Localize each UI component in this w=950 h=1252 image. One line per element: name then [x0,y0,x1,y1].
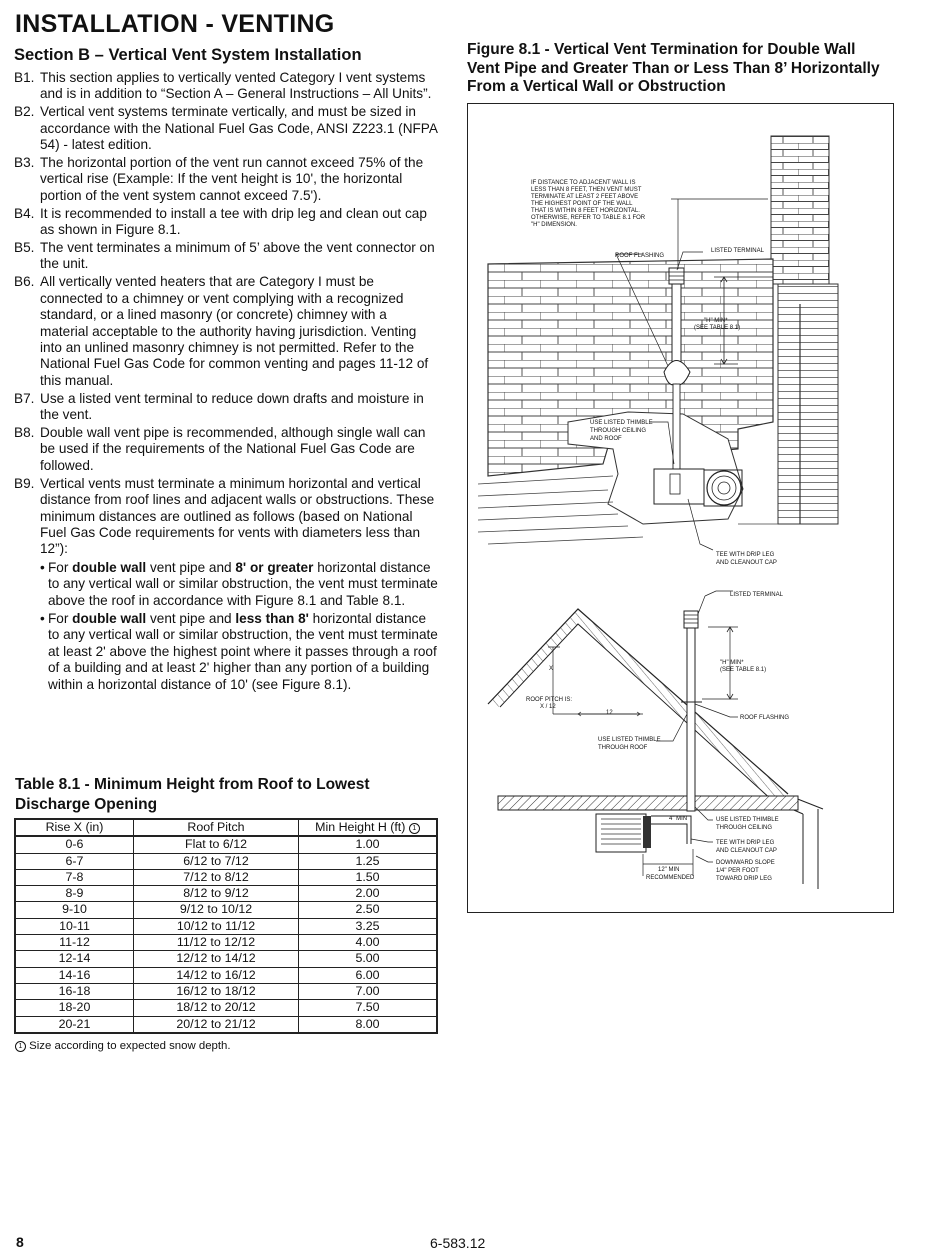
table-row [15,983,437,999]
roof-pitch-label: X / 12 [540,704,556,710]
table-header-row [15,819,437,836]
cell-roof-pitch: 12/12 to 14/12 [134,951,299,967]
cell-min-height: 1.25 [299,853,438,869]
cell-roof-pitch: 16/12 to 18/12 [134,983,299,999]
cell-min-height: 1.00 [299,836,438,853]
item-text: Double wall vent pipe is recommended, although single wall can be used if the requirements of the National Fuel Gas Code are followed. [40,425,426,473]
bullet-item [40,611,438,693]
vent-pipe-lower [687,626,695,811]
bullet-text: horizontal distance to any vertical wall or similar obstruction, the vent must terminate above the roof in accordance with Figure 8.1 and Table 8.1. [48,559,438,608]
cell-roof-pitch: 11/12 to 12/12 [134,935,299,951]
cell-roof-pitch: 10/12 to 11/12 [134,918,299,934]
item-number: B6. [14,274,35,290]
cell-rise: 14-16 [15,967,134,983]
instruction-list [14,70,438,696]
list-item [14,391,438,424]
h-min-label: "H" MIN* [704,318,728,324]
cell-rise: 6-7 [15,853,134,869]
document-number: 6-583.12 [430,1235,486,1251]
cell-roof-pitch: 20/12 to 21/12 [134,1016,299,1033]
tee-drip-label-2: AND CLEANOUT CAP [716,848,777,854]
table-row [15,918,437,934]
cell-min-height: 1.50 [299,869,438,885]
twelve-min-label: RECOMMENDED [646,875,695,881]
thimble-label: AND ROOF [590,436,622,442]
item-number: B9. [14,475,35,491]
cell-roof-pitch: 6/12 to 7/12 [134,853,299,869]
footnote-mark: 1 [15,1041,26,1052]
cell-rise: 0-6 [15,836,134,853]
cell-min-height: 2.00 [299,886,438,902]
item-text: The vent terminates a minimum of 5’ above the vent connector on the unit. [40,240,435,272]
item-text: Use a listed vent terminal to reduce down drafts and moisture in the vent. [40,390,424,423]
heater-unit-lower [596,814,646,852]
ceiling-joist [498,796,798,810]
item-number: B5. [14,240,35,256]
item-number: B7. [14,390,35,406]
cell-min-height: 7.00 [299,983,438,999]
thimble-label: USE LISTED THIMBLE [590,420,653,426]
figure-title: Figure 8.1 - Vertical Vent Termination for Double Wall Vent Pipe and Greater Than or Less Than 8’ Horizontally From a Vertical Wall or Obstruction [467,41,880,95]
cell-roof-pitch: 7/12 to 8/12 [134,869,299,885]
see-table-label-2: (SEE TABLE 8.1) [720,667,767,673]
cell-roof-pitch: Flat to 6/12 [134,836,299,853]
cell-min-height: 2.50 [299,902,438,918]
thimble-roof-label: USE LISTED THIMBLE [598,737,661,743]
wall-note-line: OTHERWISE, REFER TO TABLE 8.1 FOR [531,215,646,221]
cell-roof-pitch: 9/12 to 10/12 [134,902,299,918]
table-row [15,1000,437,1016]
cell-min-height: 4.00 [299,935,438,951]
header-roof-pitch: Roof Pitch [134,819,299,836]
table-footnote [15,1040,231,1052]
table-row [15,836,437,853]
bullet-bold: 8' or greater [235,559,314,575]
footnote-mark: 1 [409,823,420,834]
thimble-ceiling-label: USE LISTED THIMBLE [716,817,779,823]
item-text: Vertical vents must terminate a minimum horizontal and vertical distance from roof lines and adjacent walls or obstructions. These minimum distances are outlined as follows (based on National Fuel Gas Code requirements for vents with diameters less than 12”): [40,475,435,557]
item-text: It is recommended to install a tee with drip leg and clean out cap as shown in Figure 8.1. [40,205,427,238]
list-item [14,155,438,204]
table-row [15,1016,437,1033]
list-item [14,476,438,694]
list-item [14,104,438,153]
footnote-text: Size according to expected snow depth. [29,1040,231,1052]
see-table-label: (SEE TABLE 8.1) [694,325,741,331]
thimble-label: THROUGH CEILING [590,428,647,434]
four-min-label: 4" MIN [669,816,688,822]
cell-roof-pitch: 18/12 to 20/12 [134,1000,299,1016]
bullet-text: For [48,559,73,575]
bullet-text: vent pipe and [146,559,236,575]
cell-min-height: 8.00 [299,1016,438,1033]
cell-rise: 8-9 [15,886,134,902]
tee-drip-label: AND CLEANOUT CAP [716,560,777,566]
table-row [15,886,437,902]
listed-terminal-label-2: LISTED TERMINAL [730,592,783,598]
listed-terminal-label: LISTED TERMINAL [711,248,764,254]
wall-note-line: IF DISTANCE TO ADJACENT WALL IS [531,180,636,186]
item-text: The horizontal portion of the vent run cannot exceed 75% of the vertical rise (Example: If the vent height is 10', the horizontal portion of the vent system cannot exceed 7.5'). [40,155,424,203]
vent-pipe [672,279,681,369]
table-row [15,951,437,967]
item-text: This section applies to vertically vented Category I vent systems and is in addition to “Section A – General Instructions – All Units”. [40,70,432,102]
cell-rise: 12-14 [15,951,134,967]
wall-note-line: TERMINATE AT LEAST 2 FEET ABOVE [531,194,639,200]
roof-flashing-label-2: ROOF FLASHING [740,715,790,721]
bullet-text: vent pipe and [146,611,236,626]
table-title: Table 8.1 - Minimum Height from Roof to Lowest Discharge Opening [15,776,370,813]
wall-note-line: THE HIGHEST POINT OF THE WALL [531,201,633,207]
vent-terminal-lower [684,611,698,628]
twelve-label: 12 [606,710,613,716]
table-row [15,869,437,885]
cell-min-height: 5.00 [299,951,438,967]
cell-rise: 18-20 [15,1000,134,1016]
item-number: B1. [14,70,35,85]
cell-rise: 16-18 [15,983,134,999]
wall-note-line: THAT IS WITHIN 8 FEET HORIZONTAL. [531,208,640,214]
table-row [15,853,437,869]
list-item [14,425,438,474]
cell-min-height: 7.50 [299,1000,438,1016]
header-rise: Rise X (in) [15,819,134,836]
thimble-ceiling-label: THROUGH CEILING [716,825,773,831]
bullet-text: For [48,611,73,626]
roof-flashing-label: ROOF FLASHING [615,253,665,259]
wall-note-line: "H" DIMENSION. [531,222,577,228]
h-min-label-2: "H" MIN* [720,660,744,666]
header-min-height-label: Min Height H (ft) [315,820,406,834]
bullet-item [40,560,438,609]
bullet-text: horizontal distance to any vertical wall or similar obstruction, the vent must terminate at least 2' above the highest point where it passes through a roof of a building and at least 2' higher than any portion of a building within a horizontal distance of 10' (see Figure 8.1). [48,611,438,692]
list-item [14,240,438,273]
list-item [14,206,438,239]
roof-pitch-label: ROOF PITCH IS: [526,697,573,703]
section-heading: Section B – Vertical Vent System Installation [14,46,362,64]
cell-rise: 7-8 [15,869,134,885]
tee-drip-label-2: TEE WITH DRIP LEG [716,840,775,846]
bullet-bold: less than 8' [235,611,309,626]
table-row [15,902,437,918]
bullet-bold: double wall [72,611,147,626]
cell-roof-pitch: 8/12 to 9/12 [134,886,299,902]
cell-roof-pitch: 14/12 to 16/12 [134,967,299,983]
item-number: B3. [14,155,35,171]
table-row [15,935,437,951]
wall-note-line: LESS THAN 8 FEET, THEN VENT MUST [531,187,642,193]
side-wall [778,284,838,524]
item-number: B8. [14,425,35,441]
x-label: X [549,666,554,672]
tee-drip-label: TEE WITH DRIP LEG [716,552,775,558]
thimble-roof-label: THROUGH ROOF [598,745,648,751]
lower-drawing [488,591,823,889]
page-number: 8 [16,1234,24,1250]
page-title: INSTALLATION - VENTING [15,10,335,38]
downward-slope-label: 1/4" PER FOOT [716,868,759,874]
bullet-bold: double wall [72,559,147,575]
cell-rise: 10-11 [15,918,134,934]
figure-8-1 [467,103,894,913]
cell-rise: 20-21 [15,1016,134,1033]
header-min-height [299,819,438,836]
cell-min-height: 6.00 [299,967,438,983]
bullet-dot: • [40,559,45,575]
chimney-brick [771,136,829,284]
downward-slope-label: DOWNWARD SLOPE [716,860,775,866]
item-number: B2. [14,104,35,120]
item-text: All vertically vented heaters that are Category I must be connected to a chimney or vent complying with a recognized standard, or a lined masonry (or concrete) chimney with a material acceptable to the authority having jurisdiction. Venting into an unlined masonry chimney is not permitted. Refer to the National Fuel Gas Code for common venting and pages 11-12 of this manual. [40,274,429,388]
cell-min-height: 3.25 [299,918,438,934]
table-row [15,967,437,983]
downward-slope-label: TOWARD DRIP LEG [716,876,772,882]
twelve-min-label: 12" MIN [658,867,680,873]
list-item [14,274,438,389]
vent-diagram [468,104,893,912]
list-item [14,70,438,103]
cell-rise: 11-12 [15,935,134,951]
item-text: Vertical vent systems terminate vertically, and must be sized in accordance with the National Fuel Gas Code, ANSI Z223.1 (NFPA 54) - latest edition. [40,104,438,153]
item-number: B4. [14,205,35,221]
upper-drawing [478,136,838,566]
min-height-table [14,818,438,1034]
bullet-dot: • [40,611,45,626]
cell-rise: 9-10 [15,902,134,918]
